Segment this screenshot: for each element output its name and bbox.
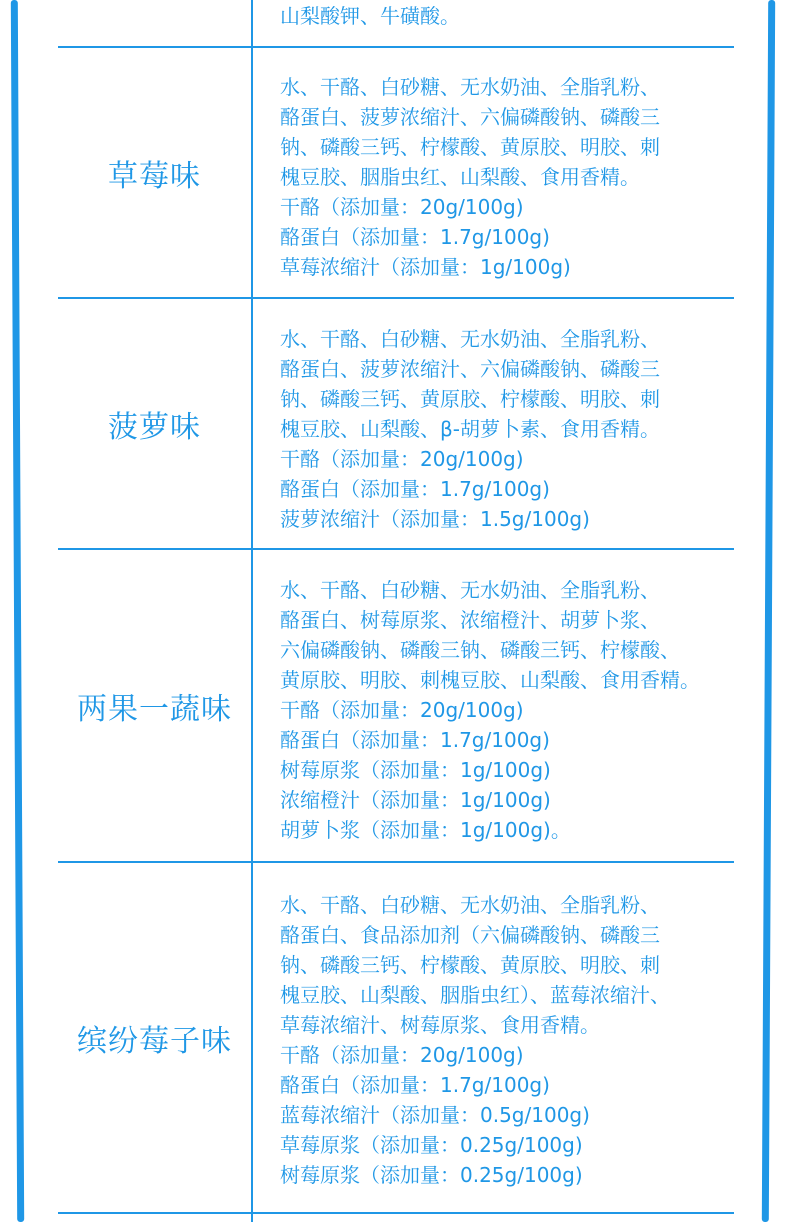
ingredient-line: 树莓原浆（添加量：1g/100g) <box>280 758 551 782</box>
ingredient-line: 酪蛋白（添加量：1.7g/100g) <box>280 1073 550 1097</box>
table-row <box>58 48 734 298</box>
ingredient-line: 钠、磷酸三钙、柠檬酸、黄原胶、明胶、刺 <box>280 953 660 977</box>
flavor-name: 缤纷莓子味 <box>77 1023 232 1059</box>
ingredient-line: 蓝莓浓缩汁（添加量：0.5g/100g) <box>280 1103 590 1127</box>
ingredient-line: 酪蛋白（添加量：1.7g/100g) <box>280 225 550 249</box>
ingredient-line: 菠萝浓缩汁（添加量：1.5g/100g) <box>280 507 590 531</box>
ingredients-table <box>58 0 734 1222</box>
ingredient-line: 槐豆胶、山梨酸、胭脂虫红）、蓝莓浓缩汁、 <box>280 983 670 1007</box>
ingredient-line: 黄原胶、明胶、刺槐豆胶、山梨酸、食用香精。 <box>280 668 700 692</box>
flavor-name: 两果一蔬味 <box>77 691 232 727</box>
ingredients-cell <box>280 1 750 31</box>
ingredient-line: 水、干酪、白砂糖、无水奶油、全脂乳粉、 <box>280 893 660 917</box>
ingredient-line: 槐豆胶、山梨酸、β-胡萝卜素、食用香精。 <box>280 417 660 441</box>
ingredient-line: 水、干酪、白砂糖、无水奶油、全脂乳粉、 <box>280 327 660 351</box>
ingredient-line: 酪蛋白（添加量：1.7g/100g) <box>280 477 550 501</box>
ingredient-line: 酪蛋白、食品添加剂（六偏磷酸钠、磷酸三 <box>280 923 660 947</box>
ingredient-line: 酪蛋白、菠萝浓缩汁、六偏磷酸钠、磷酸三 <box>280 357 660 381</box>
ingredient-line: 干酪（添加量：20g/100g) <box>280 195 524 219</box>
ingredient-line: 干酪（添加量：20g/100g) <box>280 1043 524 1067</box>
frame-border-left <box>11 0 24 1222</box>
ingredient-line: 山梨酸钾、牛磺酸。 <box>280 4 460 28</box>
ingredients-cell <box>280 575 750 845</box>
ingredient-line: 干酪（添加量：20g/100g) <box>280 447 524 471</box>
flavor-name: 草莓味 <box>108 159 201 194</box>
ingredient-line: 槐豆胶、胭脂虫红、山梨酸、食用香精。 <box>280 165 640 189</box>
flavor-name: 菠萝味 <box>108 409 201 445</box>
frame-border-right <box>762 0 775 1222</box>
ingredient-line: 胡萝卜浆（添加量：1g/100g)。 <box>280 818 571 842</box>
ingredient-line: 钠、磷酸三钙、柠檬酸、黄原胶、明胶、刺 <box>280 135 660 159</box>
ingredient-line: 干酪（添加量：20g/100g) <box>280 698 524 722</box>
ingredient-line: 树莓原浆（添加量：0.25g/100g) <box>280 1163 583 1187</box>
row-divider <box>58 1212 734 1214</box>
ingredient-line: 草莓浓缩汁（添加量：1g/100g) <box>280 255 571 279</box>
ingredient-line: 草莓原浆（添加量：0.25g/100g) <box>280 1133 583 1157</box>
ingredients-cell <box>280 72 750 282</box>
ingredient-line: 酪蛋白、菠萝浓缩汁、六偏磷酸钠、磷酸三 <box>280 105 660 129</box>
table-row <box>58 863 734 1212</box>
ingredients-cell <box>280 890 750 1190</box>
ingredients-cell <box>280 324 750 534</box>
ingredient-line: 钠、磷酸三钙、黄原胶、柠檬酸、明胶、刺 <box>280 387 660 411</box>
table-row <box>58 550 734 861</box>
ingredient-line: 酪蛋白、树莓原浆、浓缩橙汁、胡萝卜浆、 <box>280 608 660 632</box>
ingredient-line: 六偏磷酸钠、磷酸三钠、磷酸三钙、柠檬酸、 <box>280 638 680 662</box>
ingredient-line: 酪蛋白（添加量：1.7g/100g) <box>280 728 550 752</box>
table-row <box>58 299 734 548</box>
ingredient-line: 水、干酪、白砂糖、无水奶油、全脂乳粉、 <box>280 578 660 602</box>
ingredient-line: 浓缩橙汁（添加量：1g/100g) <box>280 788 551 812</box>
ingredient-line: 水、干酪、白砂糖、无水奶油、全脂乳粉、 <box>280 75 660 99</box>
ingredient-line: 草莓浓缩汁、树莓原浆、食用香精。 <box>280 1013 600 1037</box>
table-row-partial <box>58 0 734 46</box>
